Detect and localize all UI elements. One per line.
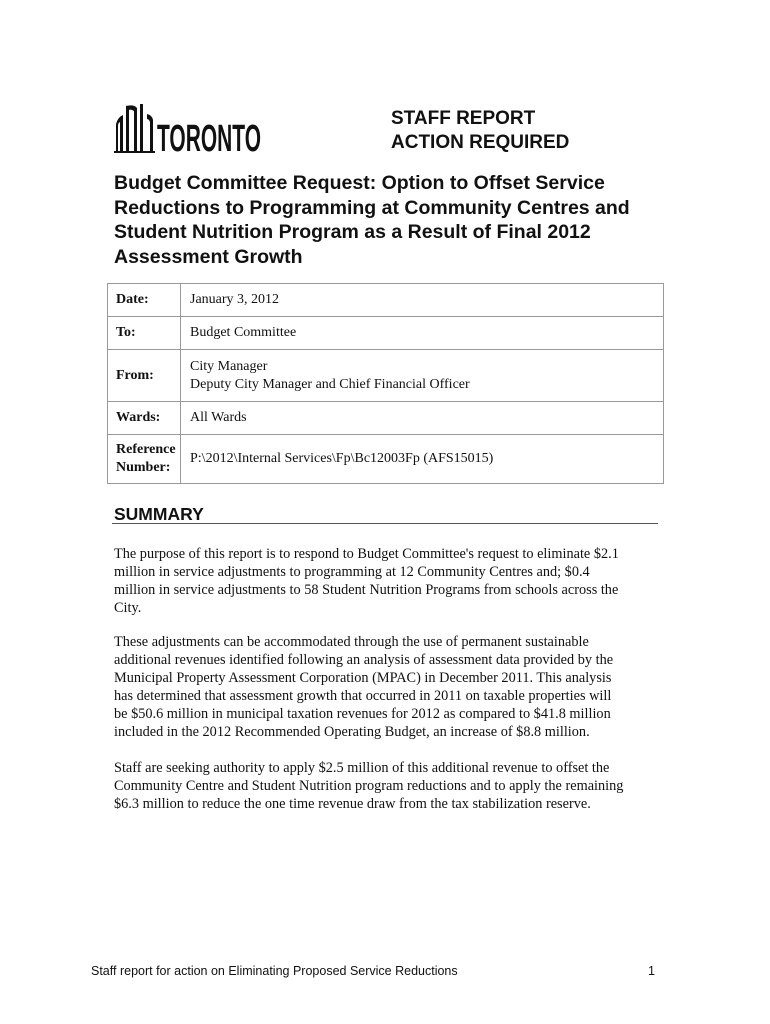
from-value-line2: Deputy City Manager and Chief Financial Officer [190, 376, 470, 392]
summary-paragraph-2 [114, 633, 674, 741]
from-value [181, 350, 664, 402]
wards-value: All Wards [181, 402, 664, 435]
to-value: Budget Committee [181, 317, 664, 350]
paragraph-line: City. [114, 600, 142, 616]
report-type-line1: STAFF REPORT [391, 108, 536, 129]
paragraph-line: $6.3 million to reduce the one time revenue draw from the tax stabilization reserve. [114, 796, 591, 812]
reference-value: P:\2012\Internal Services\Fp\Bc12003Fp (AFS15015) [181, 435, 664, 484]
paragraph-line: included in the 2012 Recommended Operating Budget, an increase of $8.8 million. [114, 724, 590, 740]
date-row [108, 284, 664, 317]
paragraph-line: has determined that assessment growth that occurred in 2011 on taxable properties will [114, 688, 612, 704]
reference-row [108, 435, 664, 484]
to-label: To: [108, 317, 181, 350]
report-info-table [107, 283, 664, 484]
page-footer-text: Staff report for action on Eliminating Proposed Service Reductions [91, 964, 458, 978]
paragraph-line: additional revenues identified following an analysis of assessment data provided by the [114, 652, 614, 668]
title-line: Assessment Growth [114, 245, 303, 268]
paragraph-line: be $50.6 million in municipal taxation revenues for 2012 as compared to $41.8 million [114, 706, 611, 722]
summary-paragraph-3 [114, 759, 674, 813]
from-label: From: [108, 350, 181, 402]
reference-label-line2: Number: [116, 460, 171, 475]
reference-label-line1: Reference [116, 442, 176, 457]
to-row [108, 317, 664, 350]
page-number: 1 [648, 964, 655, 978]
city-hall-icon [114, 104, 155, 153]
report-type-line2: ACTION REQUIRED [391, 132, 570, 153]
report-title [114, 171, 674, 269]
paragraph-line: Community Centre and Student Nutrition program reductions and to apply the remaining [114, 778, 624, 794]
paragraph-line: The purpose of this report is to respond to Budget Committee's request to eliminate $2.1 [114, 546, 619, 562]
paragraph-line: million in service adjustments to programming at 12 Community Centres and; $0.4 [114, 564, 590, 580]
wards-label: Wards: [108, 402, 181, 435]
date-value: January 3, 2012 [181, 284, 664, 317]
title-line: Student Nutrition Program as a Result of Final 2012 [114, 221, 591, 243]
summary-divider [112, 523, 658, 524]
from-value-line1: City Manager [190, 358, 268, 374]
title-line: Budget Committee Request: Option to Offset Service [114, 172, 605, 194]
paragraph-line: million in service adjustments to 58 Student Nutrition Programs from schools across the [114, 582, 619, 598]
paragraph-line: These adjustments can be accommodated through the use of permanent sustainable [114, 634, 589, 650]
paragraph-line: Municipal Property Assessment Corporation (MPAC) in December 2011. This analysis [114, 670, 612, 686]
summary-heading: SUMMARY [114, 504, 204, 524]
toronto-logo [114, 102, 264, 160]
from-row [108, 350, 664, 402]
svg-text:TORONTO: TORONTO [157, 118, 261, 160]
reference-label [108, 435, 181, 484]
title-line: Reductions to Programming at Community Centres and [114, 196, 630, 219]
paragraph-line: Staff are seeking authority to apply $2.5 million of this additional revenue to offset the [114, 760, 610, 776]
wards-row [108, 402, 664, 435]
summary-paragraph-1 [114, 545, 674, 617]
date-label: Date: [108, 284, 181, 317]
